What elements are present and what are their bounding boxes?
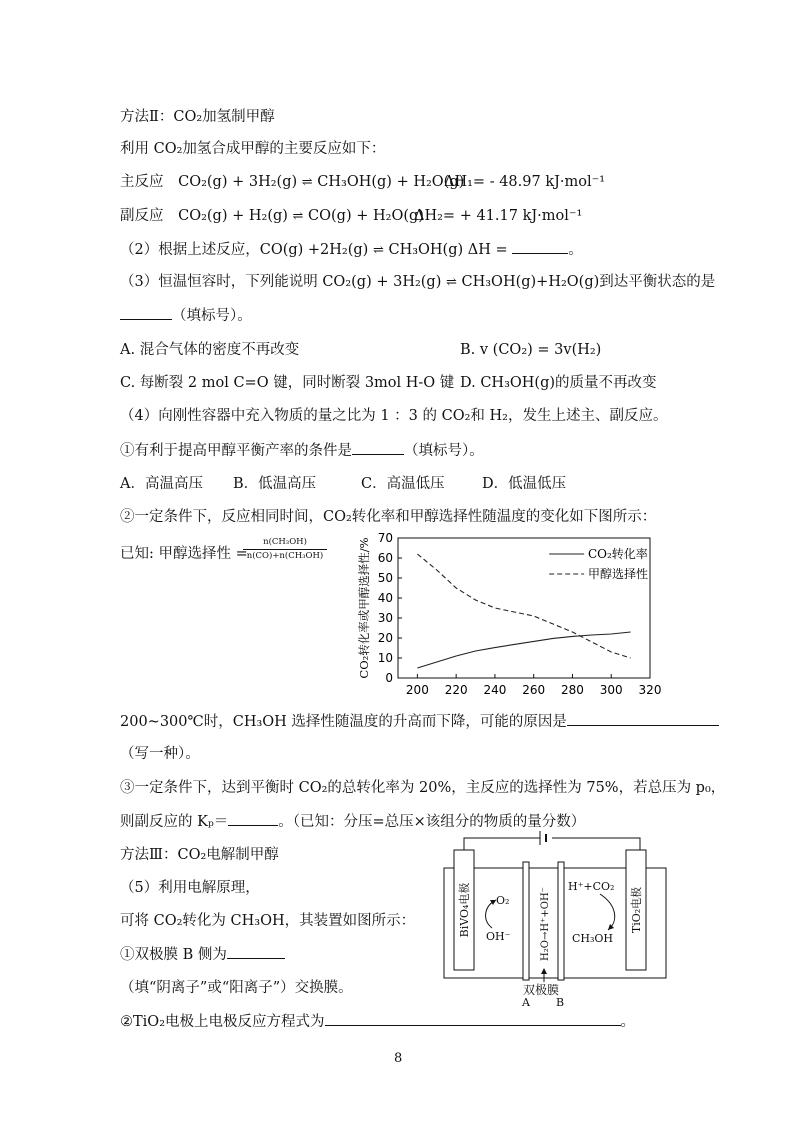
y-tick-label: 0 bbox=[385, 671, 393, 685]
q4-p1-suffix: （填标号）。 bbox=[404, 443, 484, 459]
main-rhs: CH₃OH(g) + H₂O(g) bbox=[317, 174, 465, 190]
arrowhead-icon bbox=[541, 968, 547, 974]
side-reaction bbox=[120, 206, 424, 227]
q4-option-b: B．低温高压 bbox=[233, 476, 317, 492]
q4-option-a: A．高温高压 bbox=[120, 476, 203, 492]
q5-p2-suffix: 。 bbox=[620, 1014, 636, 1030]
q5-part1 bbox=[120, 944, 285, 965]
legend-label-1: CO₂转化率 bbox=[587, 547, 648, 561]
wire-left bbox=[464, 838, 540, 850]
equilibrium-arrow-icon: ⇌ bbox=[445, 275, 457, 290]
main-dh: ΔH₁= - 48.97 kJ·mol⁻¹ bbox=[444, 174, 606, 190]
membrane-layer-a bbox=[523, 862, 529, 980]
legend-label-2: 甲醇选择性 bbox=[587, 567, 648, 581]
method2-intro: 利用 CO₂加氢合成甲醇的主要反应如下： bbox=[120, 141, 386, 157]
q4-p3-prefix: 则副反应的 Kₚ＝ bbox=[120, 814, 229, 830]
membrane-layer-b bbox=[558, 862, 564, 980]
q4-option-c: C．高温低压 bbox=[361, 476, 445, 492]
y-tick-label: 40 bbox=[377, 591, 393, 605]
question-2 bbox=[120, 239, 583, 261]
q4-p1-blank[interactable] bbox=[352, 440, 404, 455]
side-rhs: CO(g) + H₂O(g) bbox=[308, 208, 424, 224]
side-lhs: CO₂(g) + H₂(g) bbox=[178, 208, 288, 224]
right-electrode-label: TiO₂电极 bbox=[630, 886, 643, 934]
main-label: 主反应 bbox=[120, 174, 164, 190]
main-lhs: CO₂(g) + 3H₂(g) bbox=[178, 174, 298, 190]
page-number: 8 bbox=[394, 1051, 403, 1066]
method2-title: 方法Ⅱ：CO₂加氢制甲醇 bbox=[120, 109, 275, 125]
equilibrium-arrow-icon: ⇌ bbox=[292, 209, 304, 224]
h-co2-label: H⁺+CO₂ bbox=[568, 880, 615, 893]
q5-p2-text: ②TiO₂电极上电极反应方程式为 bbox=[120, 1014, 325, 1030]
q4-stem: （4）向刚性容器中充入物质的量之比为 1 ：3 的 CO₂和 H₂，发生上述主、副反应。 bbox=[120, 408, 668, 424]
wire-right bbox=[552, 838, 640, 850]
main-reaction bbox=[120, 172, 464, 193]
method3-title: 方法Ⅲ：CO₂电解制甲醇 bbox=[120, 847, 279, 863]
selectivity-chart bbox=[350, 528, 670, 704]
q4-part2: ②一定条件下，反应相同时间，CO₂转化率和甲醇选择性随温度的变化如下图所示： bbox=[120, 509, 657, 525]
y-tick-label: 70 bbox=[377, 531, 393, 545]
q5-part2 bbox=[120, 1011, 635, 1032]
q5-part1-line2: （填“阴离子”或“阳离子”）交换膜。 bbox=[120, 980, 353, 996]
q4-reason-blank[interactable] bbox=[567, 711, 719, 726]
q4-part3: ③一定条件下，达到平衡时 CO₂的总转化率为 20%，主反应的选择性为 75%，若总压为 p₀， bbox=[120, 780, 726, 796]
q4-p3-blank[interactable] bbox=[228, 811, 278, 826]
equilibrium-arrow-icon: ⇌ bbox=[301, 175, 313, 190]
q4-reason-line bbox=[120, 711, 719, 732]
q5-line2: 可将 CO₂转化为 CH₃OH，其装置如图所示： bbox=[120, 913, 416, 929]
q4-reason-text: 200~300℃时，CH₃OH 选择性随温度的升高而下降，可能的原因是 bbox=[120, 714, 567, 730]
q4-option-d: D．低温低压 bbox=[482, 476, 567, 492]
q2-suffix: 。 bbox=[568, 242, 583, 258]
side-dh: ΔH₂= + 41.17 kJ·mol⁻¹ bbox=[414, 208, 583, 224]
equilibrium-arrow-icon: ⇌ bbox=[372, 243, 384, 258]
q5-p1-text: ①双极膜 B 侧为 bbox=[120, 947, 227, 963]
q2-answer-blank[interactable] bbox=[512, 239, 568, 254]
x-tick-label: 260 bbox=[522, 683, 546, 697]
q4-p1-text: ①有利于提高甲醇平衡产率的条件是 bbox=[120, 443, 352, 459]
y-tick-label: 20 bbox=[377, 631, 393, 645]
x-tick-label: 200 bbox=[405, 683, 429, 697]
side-label: 副反应 bbox=[120, 208, 164, 224]
oh-to-o2-arrow-icon bbox=[486, 900, 496, 928]
q4-part1 bbox=[120, 440, 484, 461]
q2-prefix: （2）根据上述反应，CO(g) +2H₂(g) bbox=[120, 242, 369, 258]
y-tick-label: 10 bbox=[377, 651, 393, 665]
fraction-bar bbox=[243, 549, 327, 550]
fraction-denominator: n(CO)+n(CH₃OH) bbox=[246, 551, 324, 561]
q4-reason-line2: （写一种）。 bbox=[120, 746, 200, 762]
x-tick-label: 280 bbox=[561, 683, 584, 697]
q5-p2-blank[interactable] bbox=[325, 1011, 621, 1026]
co2-to-ch3oh-arrow-icon bbox=[600, 894, 615, 930]
q3-answer-blank[interactable] bbox=[120, 305, 172, 320]
side-b-label: B bbox=[556, 996, 565, 1009]
question-3-line2 bbox=[120, 305, 252, 326]
q5-p1-blank[interactable] bbox=[227, 944, 285, 959]
q5-stem: （5）利用电解原理， bbox=[120, 880, 260, 896]
q3-option-d: D. CH₃OH(g)的质量不再改变 bbox=[460, 375, 657, 391]
oh-label: OH⁻ bbox=[486, 930, 511, 943]
side-a-label: A bbox=[522, 996, 530, 1009]
fraction-numerator: n(CH₃OH) bbox=[263, 537, 307, 547]
x-tick-label: 220 bbox=[444, 683, 468, 697]
q3-option-c: C. 每断裂 2 mol C=O 键，同时断裂 3mol H-O 键 bbox=[120, 375, 455, 391]
question-3 bbox=[120, 272, 715, 293]
o2-label: O₂ bbox=[496, 894, 510, 907]
left-electrode-label: BiVO₄电极 bbox=[458, 882, 471, 938]
y-tick-label: 30 bbox=[377, 611, 393, 625]
y-tick-label: 50 bbox=[377, 571, 393, 585]
q3-option-b: B. v (CO₂) = 3v(H₂) bbox=[460, 342, 602, 358]
q3-option-a: A. 混合气体的密度不再改变 bbox=[120, 342, 300, 358]
ch3oh-label: CH₃OH bbox=[572, 932, 614, 945]
selectivity-label: 已知: 甲醇选择性 = bbox=[120, 546, 248, 562]
y-axis-label: CO₂转化率或甲醇选择性/% bbox=[357, 537, 371, 679]
q3-suffix: CH₃OH(g)+H₂O(g)到达平衡状态的是 bbox=[461, 274, 716, 290]
q3-prefix: （3）恒温恒容时，下列能说明 CO₂(g) + 3H₂(g) bbox=[120, 274, 442, 290]
membrane-label: 双极膜 bbox=[523, 983, 560, 997]
q3-line2: （填标号）。 bbox=[172, 308, 252, 324]
y-tick-label: 60 bbox=[377, 551, 393, 565]
x-tick-label: 240 bbox=[483, 683, 507, 697]
electrolysis-cell-diagram bbox=[440, 826, 676, 1010]
selectivity-fraction bbox=[243, 537, 327, 562]
q4-p3-suffix: 。（已知：分压=总压×该组分的物质的量分数） bbox=[278, 814, 586, 830]
series-line-1 bbox=[417, 632, 630, 668]
x-tick-label: 320 bbox=[638, 683, 662, 697]
q2-mid: CH₃OH(g) ΔH = bbox=[388, 242, 508, 258]
x-tick-label: 300 bbox=[599, 683, 623, 697]
membrane-reaction: H₂O→H⁺+OH⁻ bbox=[540, 887, 551, 961]
